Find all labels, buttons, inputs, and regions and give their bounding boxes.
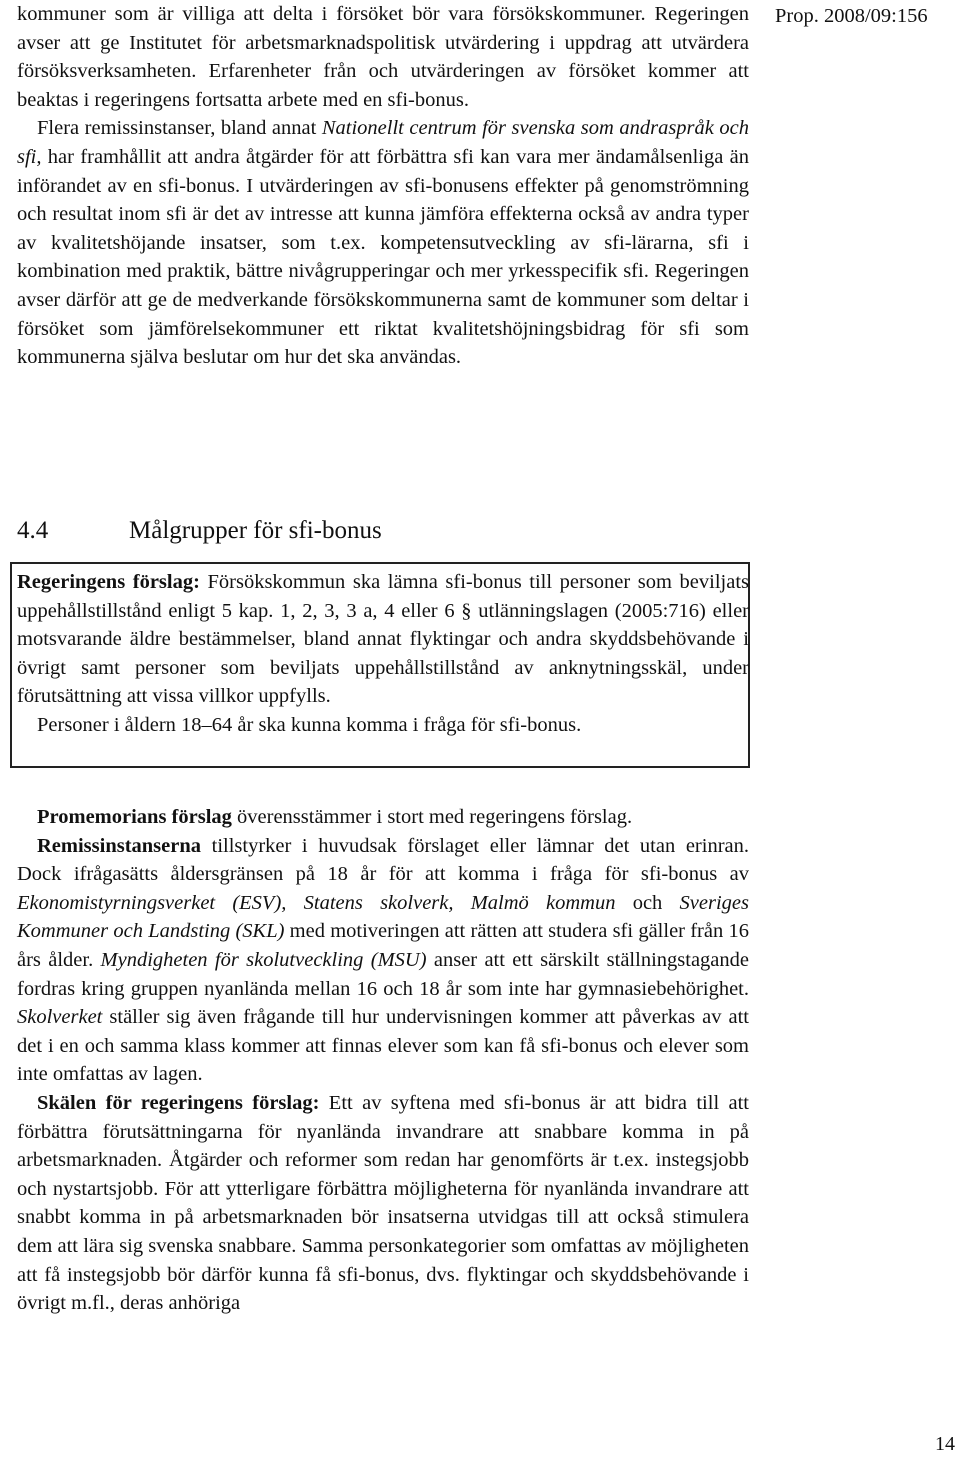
paragraph-continuation: kommuner som är villiga att delta i försöket bör vara försökskommuner. Regeringen avser att ge Institutet för arbetsmarknadspolitisk utvärdering i uppdrag att utvärdera försöksverksamheten. Erfarenheter från och utvärderingen av försöket kommer att beaktas i regeringens fortsatta arbete med en sfi-bonus. xyxy=(17,3,749,111)
text-run: anser att ett särskilt ställningstagande fordras kring gruppen nyanlända mellan 16 och 18 år som inte har gymnasiebehörighet. xyxy=(17,948,749,1000)
text-run: har framhållit att andra åtgärder för att förbättra sfi kan vara mer ändamålsenliga än införandet av en sfi-bonus. I utvärderingen av sfi-bonusens effekter på genomströmning och resultat inom sfi är det av intresse att kunna jämföra effekterna också av andra typer av kvalitetshöjande insatser, som t.ex. kompetensutveckling av sfi-lärarna, sfi i kombination med praktik, bättre nivågrupperingar och mer yrkesspecifik sfi. Regeringen avser därför att ge de medverkande försökskommunerna samt de kommuner som deltar i försöket som jämförelsekommuner ett riktat kvalitetshöjningsbidrag för sfi som kommunerna själva beslutar om hur det ska användas. xyxy=(17,145,749,369)
page-number: 14 xyxy=(935,1433,955,1455)
italic-organization: Myndigheten för skolutveckling (MSU) xyxy=(100,948,427,971)
text-run: och xyxy=(615,891,680,914)
text-run: överensstämmer i stort med regeringens förslag. xyxy=(231,806,633,828)
italic-organizations: Ekonomistyrningsverket (ESV), Statens skolverk, Malmö kommun xyxy=(17,891,616,914)
section-number: 4.4 xyxy=(17,517,49,544)
italic-organization: Nationellt centrum för svenska som andraspråk och sfi, xyxy=(17,117,750,168)
text-run: tillstyrker i huvudsak förslaget eller lämnar det utan erinran. Dock ifrågasätts åldersgränsen på 18 år för att komma i fråga för sfi-bonus av xyxy=(17,834,749,886)
section-heading xyxy=(17,515,382,547)
proposition-number: Prop. 2008/09:156 xyxy=(775,5,928,27)
body-text-block xyxy=(17,803,749,1318)
remiss-label: Remissinstanserna xyxy=(37,834,202,857)
proposal-box-text xyxy=(17,568,749,740)
italic-organization: Skolverket xyxy=(17,1006,103,1029)
italic-organization: Sveriges Kommuner och Landsting (SKL) xyxy=(17,891,749,943)
proposal-label: Regeringens förslag: xyxy=(17,571,200,593)
text-run: Flera remissinstanser, bland annat xyxy=(37,117,322,140)
section-title: Målgrupper för sfi-bonus xyxy=(129,517,382,544)
proposal-age-paragraph: Personer i åldern 18–64 år ska kunna komma i fråga för sfi-bonus. xyxy=(37,713,582,736)
text-run: Ett av syftena med sfi-bonus är att bidra till att förbättra förutsättningarna för nyanlända invandrare att snabbare komma in på arbetsmarknaden. Åtgärder och reformer som redan har genomförts är t.ex. instegsjobb och nystartsjobb. För att ytterligare förbättra möjligheterna för nyanlända invandrare att snabbt komma in på arbetsmarknaden bör insatserna utvidgas till att också stimulera dem att lära sig svenska snabbare. Samma personkategorier som omfattas av möjligheten att få instegsjobb bör därför kunna få sfi-bonus, dvs. flyktingar och skyddsbehövande i övrigt m.fl., deras anhöriga xyxy=(17,1091,749,1315)
paragraph-remiss-opinions xyxy=(17,114,749,371)
text-run: med motiveringen att rätten att studera sfi gäller från 16 års ålder. xyxy=(17,920,749,971)
proposal-paragraph xyxy=(17,568,749,711)
top-text-block xyxy=(17,0,749,372)
skal-label: Skälen för regeringens förslag: xyxy=(37,1091,320,1114)
text-run: ställer sig även frågande till hur undervisningen kommer att påverkas av att det i en och samma klass kommer att finnas elever som kan få sfi-bonus och elever som inte omfattas av lagen. xyxy=(17,1006,749,1086)
promemoria-label: Promemorians förslag xyxy=(37,806,232,828)
proposal-text: Försökskommun ska lämna sfi-bonus till personer som beviljats uppehållstillstånd enligt 5 kap. 1, 2, 3, 3 a, 4 eller 6 § utlänningslagen (2005:716) eller motsvarande äldre bestämmelser, bland annat flyktingar och andra skyddsbehövande i övrigt samt personer som beviljats uppehållstillstånd av anknytningsskäl, under förutsättning att vissa villkor uppfylls. xyxy=(17,571,749,708)
paragraph-remissinstanserna xyxy=(17,832,749,1089)
paragraph-skalen xyxy=(17,1089,749,1318)
paragraph-promemoria xyxy=(17,803,749,832)
